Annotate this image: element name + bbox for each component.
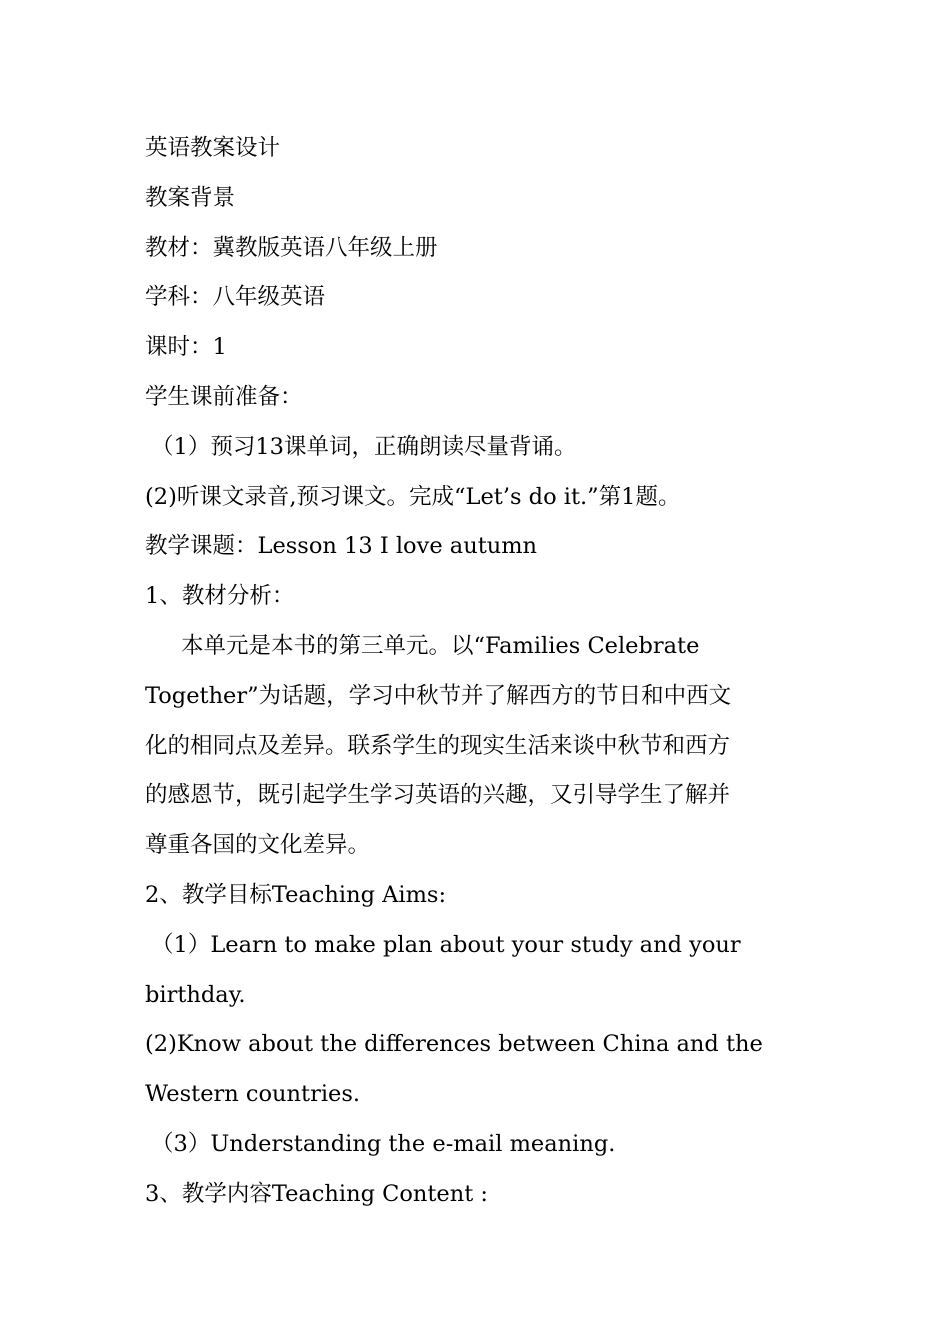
analysis-paragraph-line-2: Together”为话题，学习中秋节并了解西方的节日和中西文 xyxy=(145,682,732,709)
textbook-line: 教材：冀教版英语八年级上册 xyxy=(145,234,438,261)
preparation-item-1: （1）预习13课单词，正确朗读尽量背诵。 xyxy=(151,433,577,460)
aim-3-line: （3）Understanding the e-mail meaning. xyxy=(151,1130,616,1157)
aim-2-line-2: Western countries. xyxy=(145,1081,361,1108)
aims-heading: 2、教学目标Teaching Aims: xyxy=(145,881,447,908)
preparation-heading: 学生课前准备： xyxy=(145,383,303,410)
content-heading: 3、教学内容Teaching Content : xyxy=(145,1180,489,1207)
analysis-paragraph-line-3: 化的相同点及差异。联系学生的现实生活来谈中秋节和西方 xyxy=(145,732,731,759)
subject-line: 学科：八年级英语 xyxy=(145,284,326,311)
section-heading-background: 教案背景 xyxy=(145,184,236,211)
aim-2-line-1: (2)Know about the differences between China and the xyxy=(145,1031,763,1058)
aim-1-line-2: birthday. xyxy=(145,981,246,1008)
doc-title: 英语教案设计 xyxy=(145,135,281,161)
analysis-paragraph-line-5: 尊重各国的文化差异。 xyxy=(145,832,371,859)
analysis-paragraph-line-4: 的感恩节，既引起学生学习英语的兴趣，又引导学生了解并 xyxy=(145,782,731,809)
lesson-topic-line: 教学课题：Lesson 13 I love autumn xyxy=(145,533,538,560)
class-hours-line: 课时：1 xyxy=(145,334,227,361)
preparation-item-2: (2)听课文录音,预习课文。完成“Let’s do it.”第1题。 xyxy=(145,483,681,510)
aim-1-line-1: （1）Learn to make plan about your study and your xyxy=(151,931,741,958)
analysis-paragraph-line-1: 本单元是本书的第三单元。以“Families Celebrate xyxy=(181,632,700,659)
analysis-heading: 1、教材分析： xyxy=(145,583,295,610)
document-body xyxy=(145,124,810,1220)
